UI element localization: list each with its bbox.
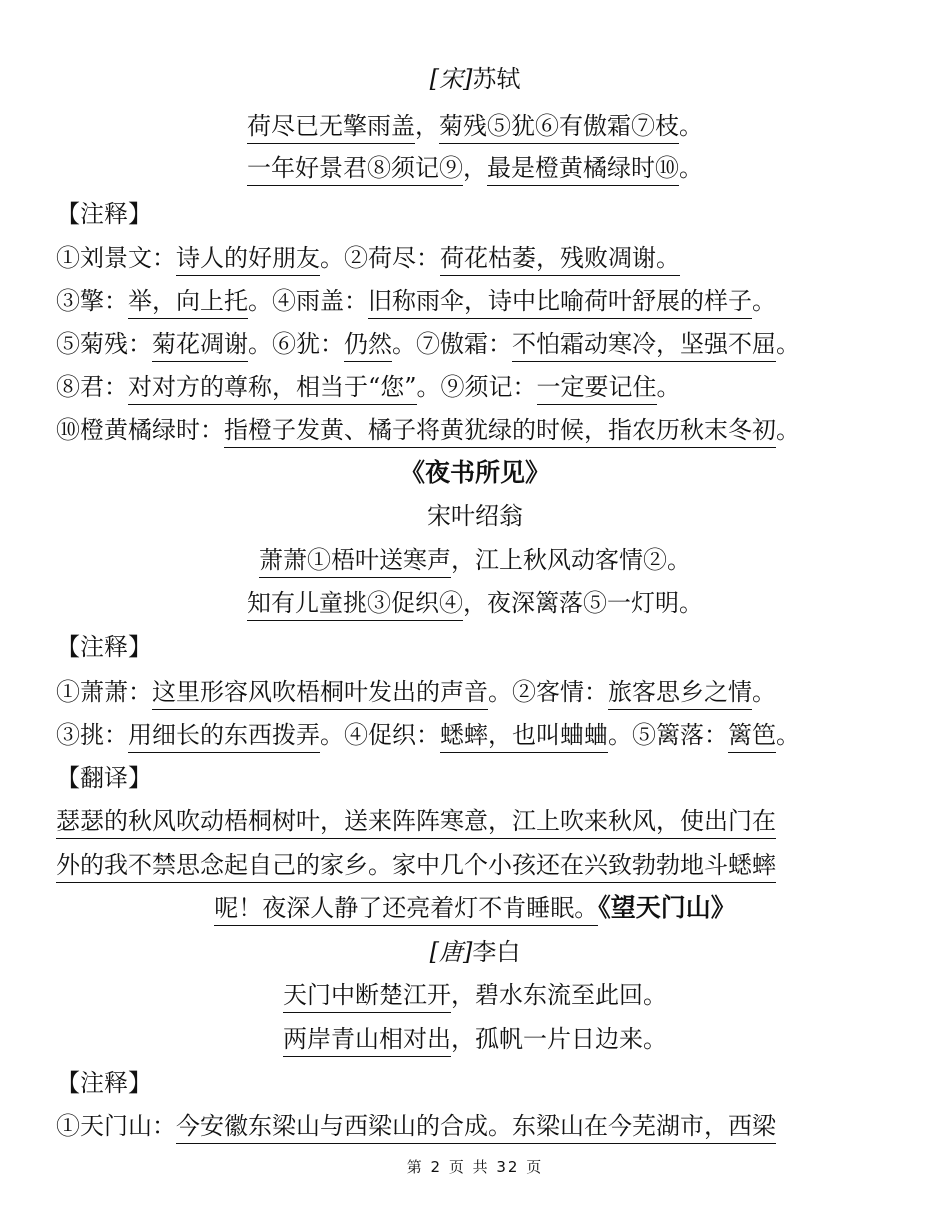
note-text: 一定要记住 xyxy=(537,373,657,405)
note-text: 对对方的尊称，相当于“您” xyxy=(128,373,417,405)
note-text: 菊花凋谢 xyxy=(152,330,248,362)
note-text: 今安徽东梁山与西梁山的合成。东梁山在今芜湖市，西梁 xyxy=(176,1112,776,1144)
note-text: 不怕霜动寒冷，坚强不屈 xyxy=(512,330,776,362)
poem1-line-1 xyxy=(0,111,950,141)
translation-text: 呢！夜深人静了还亮着灯不肯睡眠。 xyxy=(214,894,598,926)
note-label: 。⑥犹： xyxy=(248,330,344,358)
poem1-notes-header: 【注释】 xyxy=(56,200,152,228)
poem2-line-2b: ，夜深篱落⑤一灯明。 xyxy=(463,589,703,617)
note-label: ①刘景文： xyxy=(56,244,176,272)
poem1-dynasty: [宋] xyxy=(429,65,473,93)
note-label: 。②荷尽： xyxy=(320,244,440,272)
poem3-line-1 xyxy=(0,980,950,1010)
poem2-note-1 xyxy=(56,677,950,707)
poem3-title: 《望天门山》 xyxy=(598,893,736,922)
note-label: ⑧君： xyxy=(56,373,128,401)
note-label: ⑩橙黄橘绿时： xyxy=(56,416,224,444)
poem3-line-2a: 两岸青山相对出 xyxy=(283,1025,451,1057)
poem1-line-1c: 菊残⑤犹⑥有傲霜⑦枝 xyxy=(439,112,679,144)
poem2-title: 《夜书所见》 xyxy=(399,458,550,487)
note-label: 。⑦傲霜： xyxy=(392,330,512,358)
poem1-author xyxy=(0,64,950,94)
poem3-dynasty: [唐] xyxy=(429,938,473,966)
note-label: 。②客情： xyxy=(488,678,608,706)
poem3-notes-header: 【注释】 xyxy=(56,1069,152,1097)
note-label: ③挑： xyxy=(56,721,128,749)
translation-text: 瑟瑟的秋风吹动梧桐树叶，送来阵阵寒意，江上吹来秋风，使出门在 xyxy=(56,807,776,839)
poem1-line-2d: 。 xyxy=(679,154,703,182)
note-end: 。 xyxy=(656,373,681,401)
note-label: ①天门山： xyxy=(56,1112,176,1140)
poem2-notes-header: 【注释】 xyxy=(56,633,152,661)
note-end: 。 xyxy=(776,721,800,749)
translation-text: 外的我不禁思念起自己的家乡。家中几个小孩还在兴致勃勃地斗蟋蟀 xyxy=(56,851,776,883)
poem1-line-2a: 一年好景君⑧须记⑨ xyxy=(247,154,463,186)
poem3-line-2 xyxy=(0,1024,950,1054)
poem3-line-1a: 天门中断楚江开 xyxy=(283,981,451,1013)
poem3-line-2b: ，孤帆一片日边来。 xyxy=(451,1025,667,1053)
poem3-note-1 xyxy=(56,1111,950,1141)
note-text: 旅客思乡之情 xyxy=(608,678,752,710)
poem2-line-1b: ，江上秋风动客情②。 xyxy=(451,546,691,574)
poem1-line-2c: 最是橙黄橘绿时⑩ xyxy=(487,154,679,186)
poem1-line-1d: 。 xyxy=(679,112,703,140)
poem1-line-1a: 荷尽已无擎雨盖 xyxy=(247,112,415,144)
note-text: 指橙子发黄、橘子将黄犹绿的时候，指农历秋末冬初 xyxy=(224,416,776,448)
poem2-line-2 xyxy=(0,588,950,618)
poem2-line-1 xyxy=(0,545,950,575)
page-footer: 第 2 页 共 32 页 xyxy=(406,1158,544,1176)
poem1-note-4 xyxy=(56,372,950,402)
poem3-author-name: 李白 xyxy=(472,938,521,966)
poem1-note-5 xyxy=(56,415,950,445)
note-text: 蟋蟀，也叫蛐蛐 xyxy=(440,721,608,753)
note-text: 篱笆 xyxy=(728,721,776,753)
poem2-translation-line-1 xyxy=(56,806,950,836)
poem2-translation-header: 【翻译】 xyxy=(56,764,152,792)
note-end: 。 xyxy=(776,330,800,358)
note-label: 。④雨盖： xyxy=(248,287,368,315)
poem1-note-3 xyxy=(56,329,950,359)
note-text: 用细长的东西拨弄 xyxy=(128,721,320,753)
note-label: 。④促织： xyxy=(320,721,440,749)
note-text: 旧称雨伞，诗中比喻荷叶舒展的样子 xyxy=(368,287,752,319)
poem1-line-2 xyxy=(0,153,950,183)
poem2-translation-line-2 xyxy=(56,850,950,880)
poem1-note-1 xyxy=(56,243,950,273)
poem2-line-2a: 知有儿童挑③促织④ xyxy=(247,589,463,621)
poem2-translation-line-3 xyxy=(0,893,950,923)
note-end: 。 xyxy=(752,287,776,315)
note-text: 举，向上托 xyxy=(128,287,248,319)
poem1-author-name: 苏轼 xyxy=(472,65,521,93)
poem3-author xyxy=(0,937,950,967)
note-label: 。⑤篱落： xyxy=(608,721,728,749)
note-label: 。⑨须记： xyxy=(416,373,537,401)
poem1-line-2b: ， xyxy=(463,154,487,182)
note-end: 。 xyxy=(752,678,776,706)
poem1-note-2 xyxy=(56,286,950,316)
poem3-line-1b: ，碧水东流至此回。 xyxy=(451,981,667,1009)
poem1-line-1b: ， xyxy=(415,112,439,140)
poem2-line-1a: 萧萧①梧叶送寒声 xyxy=(259,546,451,578)
note-label: ③擎： xyxy=(56,287,128,315)
note-text: 这里形容风吹梧桐叶发出的声音 xyxy=(152,678,488,710)
note-text: 诗人的好朋友 xyxy=(176,244,320,276)
note-label: ①萧萧： xyxy=(56,678,152,706)
note-label: ⑤菊残： xyxy=(56,330,152,358)
note-text: 荷花枯萎，残败凋谢。 xyxy=(440,244,680,276)
poem2-author: 宋叶绍翁 xyxy=(427,502,523,530)
poem2-note-2 xyxy=(56,720,950,750)
note-end: 。 xyxy=(776,416,800,444)
note-text: 仍然 xyxy=(344,330,392,362)
